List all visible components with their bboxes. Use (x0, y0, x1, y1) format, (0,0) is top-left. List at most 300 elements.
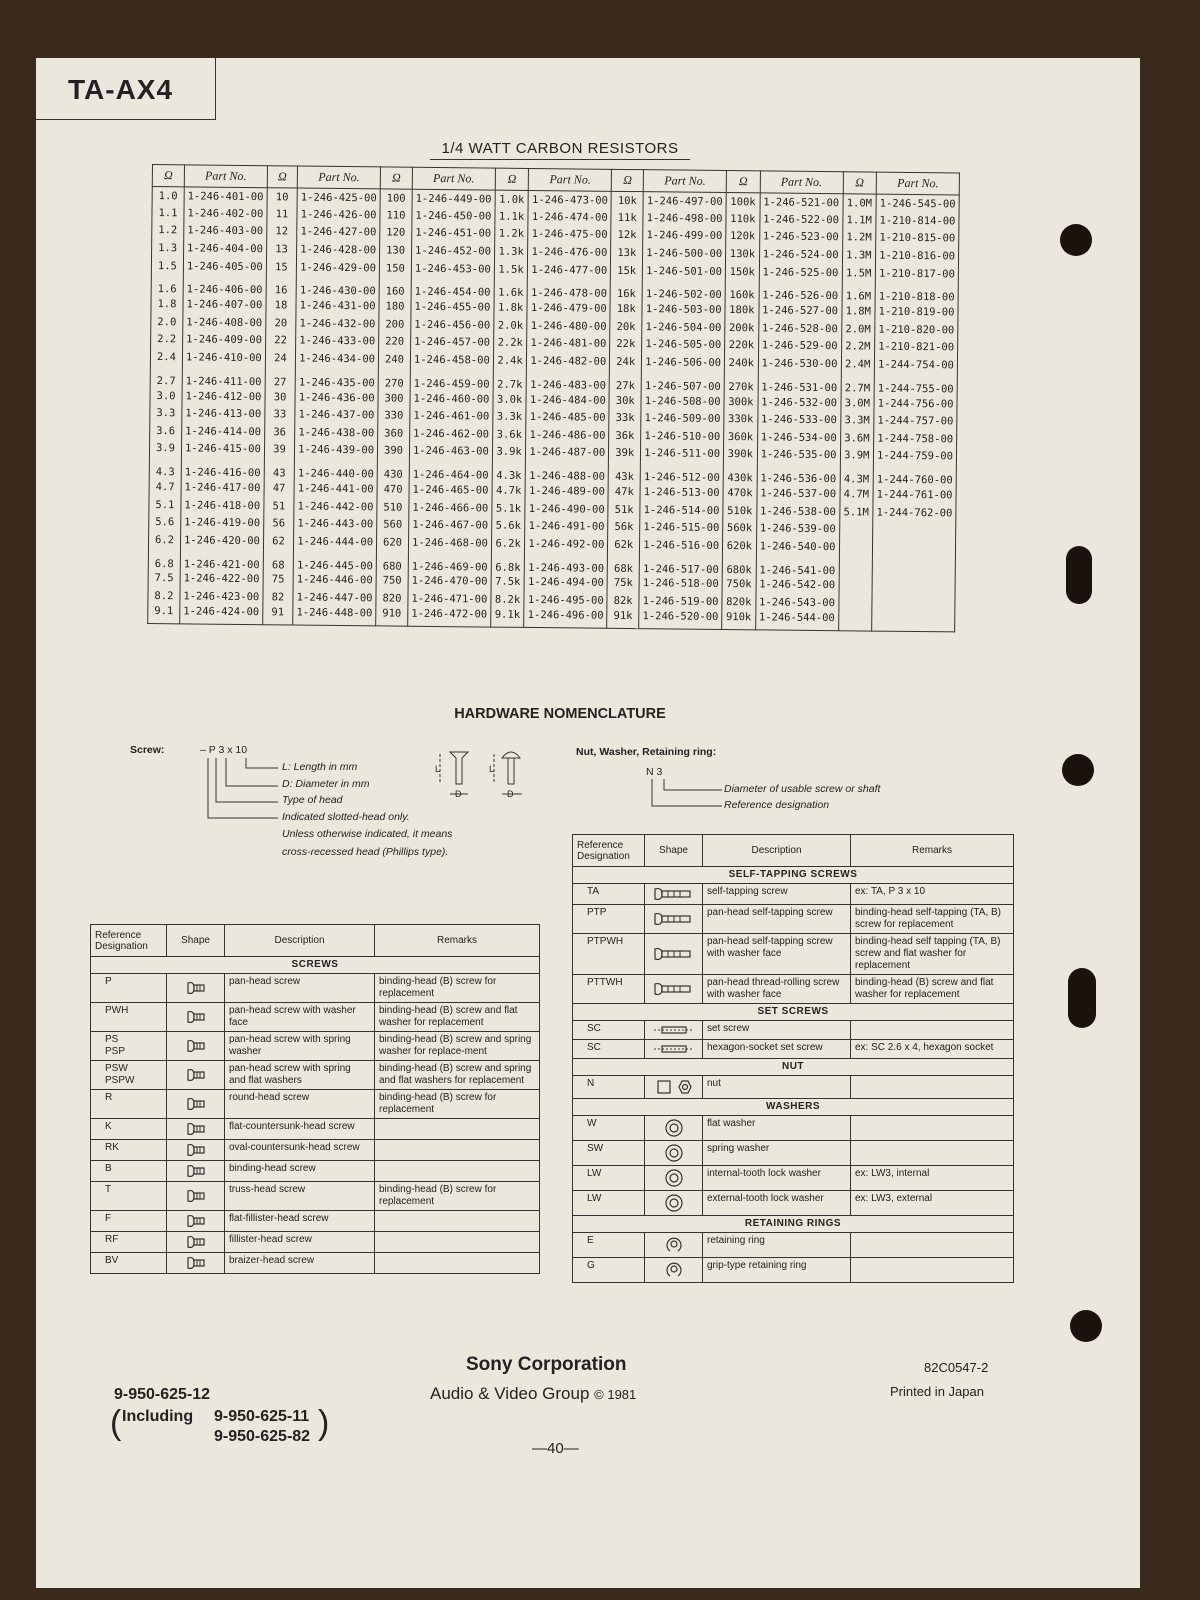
remarks (375, 1253, 540, 1274)
part-number: 1-246-408-00 (183, 313, 266, 331)
col-ref-header: Reference Designation (91, 925, 167, 957)
resistance-value: 360k (724, 428, 758, 446)
part-number: 1-210-818-00 (875, 282, 958, 304)
resistance-value: 2.4 (150, 348, 182, 366)
reference-designation: G (573, 1258, 645, 1283)
remarks: binding-head (B) screw and spring and flat washers for replacement (375, 1061, 540, 1090)
ohm-header: Ω (152, 165, 184, 187)
part-number: 1-246-533-00 (757, 411, 840, 429)
reference-designation: T (91, 1182, 167, 1211)
resistance-value: 240 (378, 351, 410, 369)
part-number: 1-246-535-00 (757, 446, 840, 464)
part-number: 1-246-416-00 (181, 458, 264, 480)
resistance-value: 220k (725, 337, 759, 355)
resistance-value: 750 (376, 572, 408, 590)
part-number: 1-246-497-00 (643, 192, 726, 210)
resistance-value: 47k (608, 483, 640, 501)
part-number: 1-246-534-00 (757, 428, 840, 446)
resistance-value: 3.6 (150, 422, 182, 440)
resistance-value: 510 (377, 498, 409, 516)
part-number: 1-246-500-00 (643, 244, 726, 262)
resistance-value: 470k (723, 484, 757, 502)
part-number: 1-246-404-00 (183, 240, 266, 258)
resistance-value: 180k (725, 301, 759, 319)
part-number: 1-246-424-00 (180, 605, 263, 624)
part-number (872, 539, 955, 557)
ring-shape-icon (645, 1233, 703, 1258)
part-number: 1-246-525-00 (759, 263, 842, 281)
nut-shape-icon (645, 1076, 703, 1099)
hardware-row (573, 1021, 1014, 1040)
part-number: 1-246-540-00 (756, 537, 839, 555)
part-number: 1-246-505-00 (642, 336, 725, 354)
part-number-included-2: 9-950-625-82 (214, 1428, 311, 1445)
document-code: 82C0547-2 (924, 1360, 989, 1375)
part-number: 1-246-462-00 (410, 425, 493, 443)
group-name: Audio & Video Group (430, 1384, 590, 1403)
remarks (851, 1021, 1014, 1040)
resistance-value: 3.9M (840, 447, 874, 465)
resistance-value: 1.0k (495, 190, 529, 208)
resistance-value: 1.0M (843, 194, 877, 212)
remarks (375, 1119, 540, 1140)
part-number: 1-246-473-00 (528, 190, 611, 208)
part-number: 1-246-517-00 (639, 554, 722, 576)
ohm-header: Ω (843, 172, 877, 194)
resistance-value: 300 (378, 389, 410, 407)
screw-shape-icon (167, 1119, 225, 1140)
hardware-row (573, 905, 1014, 934)
reference-designation: LW (573, 1191, 645, 1216)
section-title: SELF-TAPPING SCREWS (573, 867, 1014, 884)
part-number: 1-246-501-00 (643, 262, 726, 280)
part-number (872, 556, 955, 578)
resistance-value: 56k (608, 518, 640, 536)
resistance-value: 39 (264, 441, 295, 459)
resistance-value: 130 (380, 242, 412, 260)
part-number: 1-246-514-00 (640, 501, 723, 519)
description: retaining ring (703, 1233, 851, 1258)
resistance-value: 820 (376, 590, 408, 608)
part-number: 1-246-405-00 (183, 257, 266, 275)
resistance-value: 3.0M (840, 394, 874, 412)
hardware-row (573, 1258, 1014, 1283)
resistance-value: 2.0M (841, 320, 875, 338)
description: round-head screw (225, 1090, 375, 1119)
resistance-value: 75 (263, 571, 294, 589)
part-number: 1-246-504-00 (642, 318, 725, 336)
hardware-row (91, 1211, 540, 1232)
remarks (375, 1161, 540, 1182)
resistance-value: 110 (380, 206, 412, 224)
col-desc-header: Description (703, 835, 851, 867)
part-no-header: Part No. (760, 171, 843, 194)
resistance-value: 43 (264, 458, 295, 479)
screws-table (90, 924, 540, 1274)
section-header-row (573, 1099, 1014, 1116)
resistance-value: 27k (609, 371, 641, 392)
resistance-value: 33 (265, 406, 296, 424)
resistor-table-title: 1/4 WATT CARBON RESISTORS (430, 140, 690, 160)
resistance-value: 3.0k (493, 390, 527, 408)
nut-legend-code: N 3 (646, 766, 663, 778)
resistance-value: 4.3M (840, 464, 874, 485)
resistance-value: 6.2k (491, 535, 525, 553)
resistance-value: 5.1M (839, 503, 873, 521)
resistance-value: 2.7k (493, 369, 527, 390)
resistance-value: 6.8 (148, 549, 180, 570)
part-number: 1-246-483-00 (527, 370, 610, 392)
part-number: 1-246-467-00 (409, 516, 492, 534)
part-number: 1-246-537-00 (757, 485, 840, 503)
including-paren-close: ) (318, 1404, 330, 1442)
part-number: 1-246-438-00 (295, 424, 378, 442)
remarks: binding-head (B) screw and flat washer for replacement (851, 975, 1014, 1004)
resistance-value: 16 (266, 276, 297, 297)
description: pan-head screw with spring and flat washers (225, 1061, 375, 1090)
part-number: 1-246-470-00 (408, 572, 491, 590)
part-number: 1-246-458-00 (410, 351, 493, 369)
part-number: 1-246-427-00 (297, 223, 380, 241)
washer-shape-icon (645, 1191, 703, 1216)
resistance-value: 130k (726, 245, 760, 263)
col-remarks-header: Remarks (375, 925, 540, 957)
resistance-value: 30 (265, 388, 296, 406)
part-no-header: Part No. (184, 165, 267, 188)
screw-shape-icon (167, 1253, 225, 1274)
hardware-row (91, 1061, 540, 1090)
part-number: 1-246-510-00 (641, 427, 724, 445)
part-number: 1-210-819-00 (875, 303, 958, 321)
part-number: 1-246-545-00 (876, 194, 959, 212)
resistance-value: 68k (607, 553, 639, 574)
part-number: 1-246-464-00 (409, 460, 492, 482)
part-number: 1-246-461-00 (410, 407, 493, 425)
resistance-value: 2.0k (494, 317, 528, 335)
part-number: 1-246-450-00 (412, 207, 495, 225)
reference-designation: SC (573, 1040, 645, 1059)
part-number: 1-246-409-00 (183, 331, 266, 349)
part-number: 1-246-456-00 (411, 316, 494, 334)
part-number: 1-246-448-00 (293, 606, 376, 625)
resistance-value: 2.2M (841, 338, 875, 356)
screw-shape-icon (167, 1061, 225, 1090)
part-number: 1-246-543-00 (755, 594, 838, 612)
description: braizer-head screw (225, 1253, 375, 1274)
resistance-value: 470 (377, 481, 409, 499)
part-number: 1-246-471-00 (408, 590, 491, 608)
part-number: 1-246-503-00 (642, 301, 725, 319)
part-number: 1-246-511-00 (641, 445, 724, 463)
resistance-value: 1.3k (494, 243, 528, 261)
resistance-value: 30k (609, 392, 641, 410)
resistance-value: 4.7k (492, 482, 526, 500)
part-number: 1-246-401-00 (184, 187, 267, 205)
part-number: 1-244-754-00 (874, 356, 957, 374)
ring-shape-icon (645, 1258, 703, 1283)
resistance-value: 4.3k (492, 461, 526, 482)
hardware-row (573, 1116, 1014, 1141)
section-header-row (573, 867, 1014, 884)
part-number: 1-246-469-00 (408, 551, 491, 573)
part-number: 1-246-433-00 (296, 332, 379, 350)
part-number: 1-246-474-00 (528, 208, 611, 226)
resistance-value: 270k (724, 372, 758, 393)
hardware-row (91, 1090, 540, 1119)
reference-designation: PSW PSPW (91, 1061, 167, 1090)
resistance-value: 390k (723, 446, 757, 464)
part-no-header: Part No. (643, 170, 726, 193)
part-number: 1-246-442-00 (294, 497, 377, 515)
resistance-value: 1.5M (842, 264, 876, 282)
part-number: 1-246-490-00 (525, 500, 608, 518)
screw-shape-icon (167, 1090, 225, 1119)
part-number: 1-210-817-00 (875, 264, 958, 282)
part-number: 1-244-760-00 (873, 465, 956, 487)
part-number: 1-246-491-00 (525, 517, 608, 535)
reference-designation: B (91, 1161, 167, 1182)
resistance-value: 12 (267, 223, 298, 241)
section-header-row (573, 1059, 1014, 1076)
resistance-value: 510k (723, 502, 757, 520)
resistance-value: 1.6M (842, 282, 876, 303)
long-shape-icon (645, 905, 703, 934)
ohm-header: Ω (612, 169, 644, 191)
resistance-value: 4.3 (149, 457, 181, 478)
part-no-header: Part No. (876, 172, 959, 195)
screw-dimension-icon (434, 746, 554, 802)
document-page (36, 58, 1140, 1588)
section-title: WASHERS (573, 1099, 1014, 1116)
part-number: 1-246-493-00 (525, 553, 608, 575)
resistance-value: 36k (609, 427, 641, 445)
part-number: 1-246-431-00 (296, 297, 379, 315)
part-number: 1-244-762-00 (873, 503, 956, 521)
resistance-value: 33k (609, 409, 641, 427)
resistance-value: 820k (722, 593, 756, 611)
hardware-row (91, 1161, 540, 1182)
section-header-row (573, 1004, 1014, 1021)
nut-legend-label: Nut, Washer, Retaining ring: (576, 746, 717, 758)
nut-legend-reference: Reference designation (724, 799, 830, 811)
hardware-row (91, 1032, 540, 1061)
part-number: 1-244-757-00 (874, 412, 957, 430)
part-number: 1-246-508-00 (641, 392, 724, 410)
resistance-value: 620 (376, 533, 408, 551)
hardware-row (573, 1233, 1014, 1258)
resistance-value: 2.2 (151, 331, 183, 349)
part-number: 1-246-429-00 (297, 258, 380, 276)
part-number: 1-244-756-00 (874, 394, 957, 412)
remarks: ex: LW3, internal (851, 1166, 1014, 1191)
hardware-row (91, 974, 540, 1003)
resistance-value: 91 (262, 606, 293, 625)
remarks: ex: LW3, external (851, 1191, 1014, 1216)
resistance-value: 2.0 (151, 313, 183, 331)
resistance-value: 2.7M (841, 373, 875, 394)
part-number: 1-246-432-00 (296, 315, 379, 333)
part-number: 1-246-421-00 (180, 549, 263, 571)
reference-designation: PTP (573, 905, 645, 934)
part-number (872, 577, 955, 595)
resistance-value: 200k (725, 319, 759, 337)
screw-legend-length: L: Length in mm (282, 761, 358, 773)
hardware-row (91, 1003, 540, 1032)
part-number: 1-246-498-00 (643, 209, 726, 227)
part-number: 1-246-430-00 (296, 276, 379, 298)
reference-designation: RK (91, 1140, 167, 1161)
resistance-value (839, 538, 873, 556)
part-number: 1-210-816-00 (876, 247, 959, 265)
copyright-year: © 1981 (594, 1387, 637, 1402)
part-number: 1-210-820-00 (875, 321, 958, 339)
description: set screw (703, 1021, 851, 1040)
part-number: 1-246-522-00 (760, 210, 843, 228)
resistance-value: 1.6k (494, 278, 528, 299)
part-number: 1-246-499-00 (643, 227, 726, 245)
remarks (851, 1141, 1014, 1166)
part-number: 1-246-443-00 (294, 515, 377, 533)
part-number: 1-246-485-00 (526, 408, 609, 426)
part-number: 1-246-466-00 (409, 499, 492, 517)
ohm-header: Ω (380, 167, 412, 189)
resistance-value: 330k (724, 410, 758, 428)
remarks (375, 1211, 540, 1232)
part-no-header: Part No. (529, 168, 612, 191)
remarks: ex: SC 2.6 x 4, hexagon socket (851, 1040, 1014, 1059)
reference-designation: P (91, 974, 167, 1003)
part-number: 1-244-755-00 (874, 373, 957, 395)
resistance-value: 620k (723, 537, 757, 555)
reference-designation: R (91, 1090, 167, 1119)
part-number: 1-246-417-00 (181, 479, 264, 497)
part-number: 1-246-530-00 (758, 355, 841, 373)
reference-designation: N (573, 1076, 645, 1099)
resistance-value: 56 (263, 515, 294, 533)
resistance-value: 5.6 (149, 513, 181, 531)
description: spring washer (703, 1141, 851, 1166)
part-number: 1-246-536-00 (757, 464, 840, 486)
part-number: 1-246-436-00 (295, 388, 378, 406)
screw-legend-note-2: cross-recessed head (Phillips type). (282, 846, 449, 858)
part-number: 1-246-489-00 (525, 482, 608, 500)
resistance-value: 180 (379, 298, 411, 316)
part-number: 1-246-479-00 (527, 299, 610, 317)
part-number: 1-246-406-00 (183, 275, 266, 297)
part-number: 1-246-439-00 (295, 441, 378, 459)
hardware-row (91, 1253, 540, 1274)
hardware-row (573, 975, 1014, 1004)
part-number: 1-246-410-00 (182, 349, 265, 367)
screw-shape-icon (167, 974, 225, 1003)
resistance-value: 1.1k (495, 208, 529, 226)
resistance-value: 16k (610, 279, 642, 300)
part-number: 1-246-426-00 (297, 206, 380, 224)
screw-shape-icon (167, 1182, 225, 1211)
resistance-value: 15k (611, 262, 643, 280)
resistance-value: 6.2 (148, 531, 180, 549)
resistance-value: 750k (722, 576, 756, 594)
description: oval-countersunk-head screw (225, 1140, 375, 1161)
remarks: binding-head (B) screw for replacement (375, 974, 540, 1003)
resistance-value: 4.7 (149, 478, 181, 496)
resistance-value: 27 (265, 367, 296, 388)
part-number: 1-210-821-00 (875, 338, 958, 356)
resistance-value: 1.5 (151, 257, 183, 275)
resistance-value: 39k (609, 444, 641, 462)
resistance-value: 10 (267, 188, 298, 206)
resistance-value: 2.2k (493, 334, 527, 352)
part-number: 1-246-521-00 (760, 193, 843, 211)
description: flat washer (703, 1116, 851, 1141)
resistance-value: 13 (266, 240, 297, 258)
resistance-value: 5.6k (491, 517, 525, 535)
resistance-value: 62k (608, 536, 640, 554)
part-number: 1-246-513-00 (640, 483, 723, 501)
part-number: 1-246-460-00 (410, 390, 493, 408)
part-number: 1-246-527-00 (759, 302, 842, 320)
resistance-value: 68 (263, 550, 294, 571)
washer-shape-icon (645, 1141, 703, 1166)
reference-designation: F (91, 1211, 167, 1232)
part-number: 1-244-761-00 (873, 486, 956, 504)
remarks (375, 1140, 540, 1161)
part-number: 1-244-759-00 (873, 447, 956, 465)
resistance-value: 120k (726, 228, 760, 246)
hardware-row (573, 1191, 1014, 1216)
resistance-value: 7.5 (148, 570, 180, 588)
part-number: 1-246-481-00 (527, 335, 610, 353)
description: grip-type retaining ring (703, 1258, 851, 1283)
part-number: 1-246-463-00 (409, 442, 492, 460)
page-number: —40— (532, 1440, 579, 1457)
part-number: 1-246-544-00 (755, 611, 838, 630)
part-number: 1-246-444-00 (294, 533, 377, 551)
section-header-row (91, 957, 540, 974)
part-number: 1-246-457-00 (411, 333, 494, 351)
resistance-value: 8.2k (491, 591, 525, 609)
binder-hole (1068, 968, 1096, 1028)
resistance-value: 3.9k (492, 443, 526, 461)
part-number: 1-246-468-00 (408, 534, 491, 552)
part-number: 1-246-538-00 (756, 502, 839, 520)
resistance-value: 12k (611, 226, 643, 244)
part-number: 1-246-518-00 (639, 575, 722, 593)
part-number: 1-246-509-00 (641, 410, 724, 428)
resistance-value: 5.1 (149, 496, 181, 514)
part-number: 1-246-423-00 (180, 588, 263, 606)
resistance-value: 100k (726, 193, 760, 211)
resistance-value (839, 577, 873, 595)
part-number: 1-246-528-00 (758, 319, 841, 337)
part-number: 1-246-524-00 (759, 246, 842, 264)
hardware-row (91, 1232, 540, 1253)
part-number: 1-246-542-00 (756, 576, 839, 594)
resistance-value: 120 (380, 224, 412, 242)
part-number: 1-246-403-00 (184, 222, 267, 240)
resistance-value: 430k (723, 463, 757, 484)
part-no-header: Part No. (297, 166, 380, 189)
remarks (851, 1076, 1014, 1099)
dim-l-label: L (435, 764, 441, 774)
hardware-row (573, 1076, 1014, 1099)
hardware-row (573, 934, 1014, 975)
resistance-value: 680 (376, 551, 408, 572)
screw-legend-diameter: D: Diameter in mm (282, 778, 370, 790)
part-number: 1-246-413-00 (182, 405, 265, 423)
resistance-value: 75k (607, 574, 639, 592)
part-number: 1-246-475-00 (528, 226, 611, 244)
